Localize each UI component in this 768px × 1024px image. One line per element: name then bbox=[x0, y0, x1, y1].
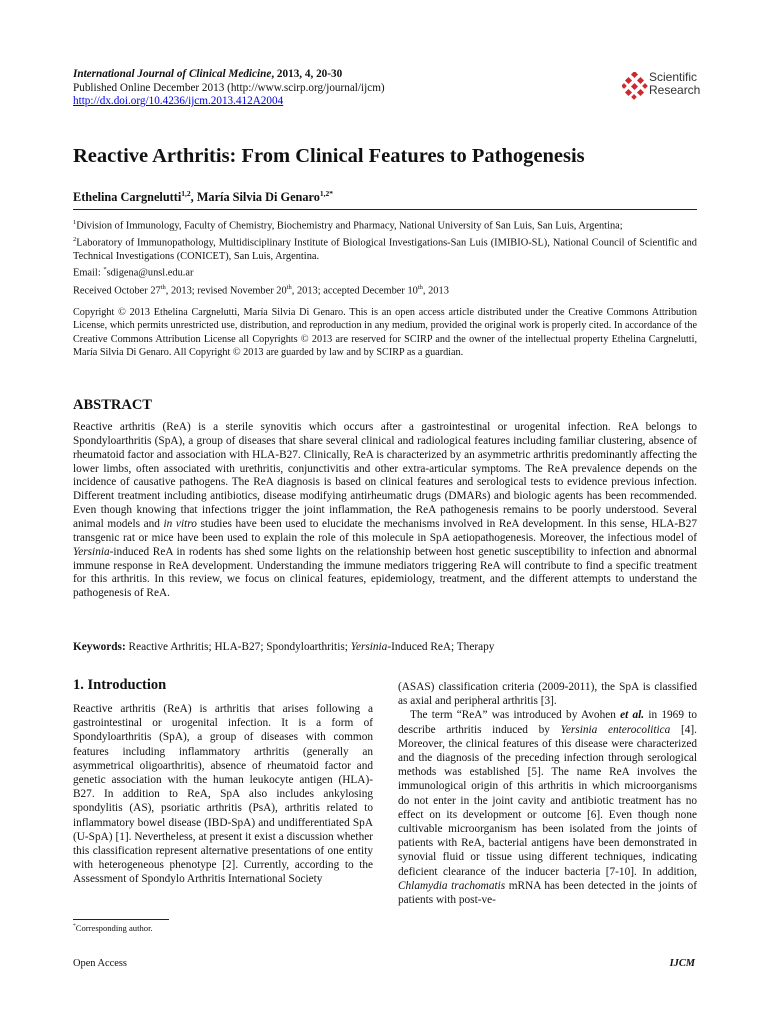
keywords-text: Reactive Arthritis; HLA-B27; Spondyloarthritis; bbox=[125, 641, 351, 653]
introduction-paragraph: Reactive arthritis (ReA) is arthritis that arises following a gastrointestinal or urogenital infection. It is a form of Spondyloarthritis (SpA), a group of diseases with common features including inflammatory arthritis (generally an asymmetrical oligoarthritis), absence of rheumatoid factor and genetic association with the human leukocyte antigen (HLA)-B27. In addition to ReA, SpA also includes ankylosing spondylitis (AS), psoriatic arthritis (PsA), arthritis related to inflammatory bowel disease (IBD-SpA) and undifferentiated SpA (U-SpA) [1]. Nevertheless, at present it exist a discussion whether this classification represent alternative presentations of one entity with heterogeneous phenotype [2]. Currently, according to the Assessment of Spondylo Arthritis International Society bbox=[73, 703, 373, 886]
paragraph-text: The term “ReA” was introduced by Avohen bbox=[410, 709, 621, 722]
species-name: Chlamydia trachomatis bbox=[398, 879, 506, 892]
left-column bbox=[73, 677, 373, 887]
author-name: Ethelina Cargnelutti bbox=[73, 190, 182, 205]
ordinal-suffix: th bbox=[160, 284, 166, 291]
abstract-text-part: -induced ReA in rodents has shed some lights on the relationship between host genetic susceptibility to infection and abnormal immune response in ReA development. Understanding the immune mediators triggering ReA will contribute to find a specific treatment for this arthritis. In this review, we focus on clinical features, epidemiology, treatment, and the different attempts to understand the pathogenesis of ReA. bbox=[73, 545, 697, 600]
introduction-heading: 1. Introduction bbox=[73, 677, 167, 693]
email-marker: * bbox=[103, 266, 107, 274]
paragraph-emphasis: et al. bbox=[620, 709, 645, 722]
contact-email bbox=[73, 263, 697, 280]
footnote-divider bbox=[73, 919, 169, 920]
paragraph-text: mRNA has been detected in the joints of patients with post-ve- bbox=[398, 879, 697, 907]
affiliation-text: Laboratory of Immunopathology, Multidisciplinary Institute of Biological Investigations-San Luis (IMIBIO-SL), National Council of Scientific and Technical Investigations (CONICET), San Luis, Argentina. bbox=[73, 237, 697, 262]
received-text: Received October 27 bbox=[73, 285, 161, 297]
received-dates bbox=[73, 284, 697, 296]
publisher-logo-icon bbox=[622, 72, 648, 100]
right-column bbox=[398, 680, 697, 907]
abstract-heading: ABSTRACT bbox=[73, 397, 152, 413]
published-online: Published Online December 2013 (http://www.scirp.org/journal/ijcm) bbox=[73, 81, 385, 94]
ordinal-suffix: th bbox=[286, 284, 292, 291]
abstract-italic: in vitro bbox=[163, 518, 197, 531]
author-name: María Silvia Di Genaro bbox=[196, 190, 320, 205]
affiliation-text: Division of Immunology, Faculty of Chemistry, Biochemistry and Pharmacy, National University of San Luis, San Luis, Argentina; bbox=[76, 220, 623, 232]
footnote-text: Corresponding author. bbox=[75, 923, 153, 933]
year-text: , 2013 bbox=[422, 285, 449, 297]
journal-citation bbox=[73, 68, 703, 82]
logo-line1: Scientific bbox=[649, 70, 698, 84]
affiliation-2 bbox=[73, 233, 697, 263]
doi-link[interactable]: http://dx.doi.org/10.4236/ijcm.2013.412A2004 bbox=[73, 95, 284, 108]
keywords bbox=[73, 641, 697, 653]
email-address[interactable]: sdigena@unsl.edu.ar bbox=[106, 267, 194, 279]
affiliations bbox=[73, 216, 697, 280]
footer-open-access: Open Access bbox=[73, 958, 127, 969]
journal-volume: , 2013, 4, 20-30 bbox=[271, 68, 343, 80]
author-affiliation-marker: 1,2* bbox=[319, 189, 334, 198]
header-divider bbox=[73, 209, 697, 210]
accepted-text: , 2013; accepted December 10 bbox=[291, 285, 418, 297]
affiliation-number: 2 bbox=[73, 235, 77, 243]
paragraph-text: [4]. Moreover, the clinical features of this disease were characterized and the diagnosis of the preceding infection through serological methods was established [5]. The name ReA involves the immunological origin of this arthritis in which microorganisms do not enter in the joint cavity and antibiotic treatment has no effect on its development or outcome [6]. Even though none cultivable microorganism has been isolated from the joints of patients with ReA, bacterial antigens have been demonstrated in synovial fluid or tissue using different techniques, indicating deficient clearance of the inducer bacteria [7-10]. In addition, bbox=[398, 723, 697, 878]
introduction-paragraph bbox=[398, 708, 697, 907]
logo-text bbox=[649, 71, 700, 97]
affiliation-number: 1 bbox=[73, 219, 77, 226]
keyword-italic: Yersinia bbox=[350, 641, 388, 653]
footnote-marker: * bbox=[73, 923, 76, 930]
journal-name: International Journal of Clinical Medicine bbox=[73, 68, 272, 80]
abstract-body bbox=[73, 421, 697, 601]
revised-text: , 2013; revised November 20 bbox=[165, 285, 287, 297]
copyright-notice: Copyright © 2013 Ethelina Cargnelutti, María Silvia Di Genaro. This is an open access article distributed under the Creative Commons Attribution License, which permits unrestricted use, distribution, and reproduction in any medium, provided the original work is properly cited. In accordance of the Creative Commons Attribution License all Copyrights © 2013 are reserved for SCIRP and the owner of the intellectual property Ethelina Cargnelutti, María Silvia Di Genaro. All Copyright © 2013 are guarded by law and by SCIRP as a guardian. bbox=[73, 307, 697, 358]
logo-line2: Research bbox=[649, 83, 701, 97]
journal-header bbox=[73, 68, 703, 109]
author-separator: , bbox=[190, 190, 197, 205]
author-affiliation-marker: 1,2 bbox=[181, 189, 191, 198]
introduction-paragraph: (ASAS) classification criteria (2009-2011), the SpA is classified as axial and peripheral arthritis [3]. bbox=[398, 681, 697, 708]
article-title: Reactive Arthritis: From Clinical Features to Pathogenesis bbox=[73, 145, 585, 167]
abstract-text-part: Reactive arthritis (ReA) is a sterile synovitis which occurs after a gastrointestinal or urogenital infection. ReA belongs to Spondyloarthritis (SpA), a group of diseases that share several clinical and radiological features including familiar clustering, absence of rheumatoid factor and association with HLA-B27. Clinically, ReA is characterized by an asymmetric arthritis predominantly affecting the lower limbs, often associated with urethritis, conjunctivitis and other extra-articular symptoms. The ReA prevalence depends on the incidence of causative pathogens. The ReA diagnosis is based on clinical features and serological tests to evidence previous infection. Different treatment including antibiotics, disease modifying antirheumatic drugs (DMARs) and biologic agents has been recommended. Even though knowing that infections trigger the joint inflammation, the ReA pathogenesis remains to be poorly understood. Several animal models and bbox=[73, 421, 697, 531]
author-list bbox=[73, 189, 333, 205]
footer-journal-abbrev: IJCM bbox=[669, 958, 695, 969]
footnote bbox=[73, 923, 153, 933]
abstract-text-part: studies have been used to elucidate the mechanisms involved in ReA development. In this sense, HLA-B27 transgenic rat or mice have been used to explain the role of this molecule in SpA aetiopathogenesis. Moreover, the infectious model of bbox=[73, 518, 698, 544]
affiliation-1 bbox=[73, 216, 697, 233]
abstract-italic: Yersinia bbox=[73, 545, 110, 558]
keywords-label: Keywords: bbox=[73, 641, 126, 653]
scientific-research-logo bbox=[622, 70, 702, 102]
ordinal-suffix: th bbox=[417, 284, 423, 291]
species-name: Yersinia enterocolitica bbox=[560, 723, 671, 736]
keywords-text: -Induced ReA; Therapy bbox=[387, 641, 495, 653]
email-label: Email: bbox=[73, 267, 104, 279]
paragraph-text: in 1969 to describe arthritis induced by bbox=[398, 709, 697, 736]
